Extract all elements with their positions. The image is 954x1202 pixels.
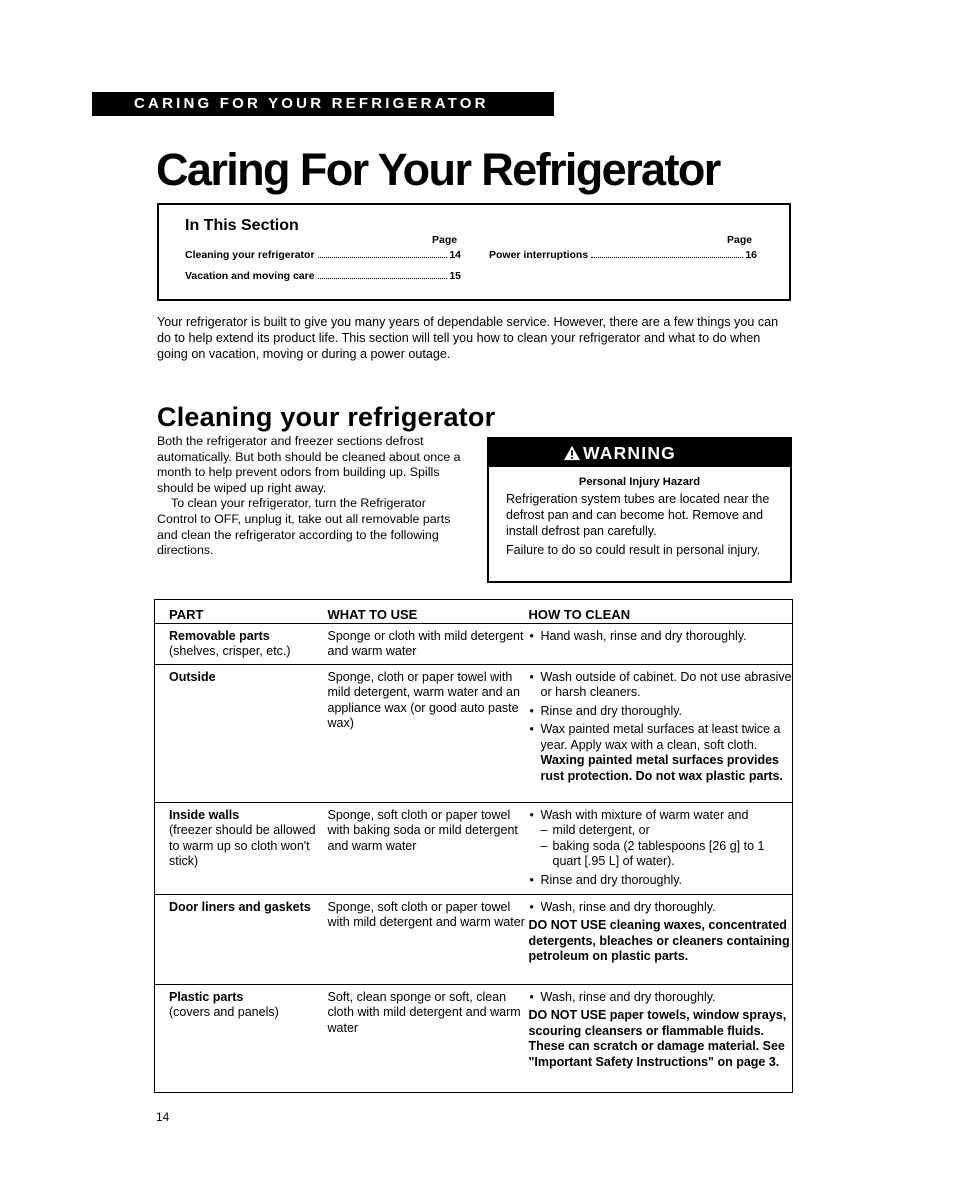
table-row bbox=[155, 802, 793, 894]
list-item bbox=[529, 722, 793, 784]
part-cell bbox=[155, 623, 328, 664]
part-name: Outside bbox=[169, 669, 216, 684]
part-name: Door liners and gaskets bbox=[169, 899, 311, 914]
part-cell bbox=[155, 984, 328, 1092]
page-title: Caring For Your Refrigerator bbox=[156, 144, 720, 195]
list-sub-item: – baking soda (2 tablespoons [26 g] to 1 quart [.95 L] of water). bbox=[529, 839, 793, 870]
list-item-text: Wax painted metal surfaces at least twice a year. Apply wax with a clean, soft cloth. bbox=[540, 722, 781, 752]
toc-entry-power[interactable] bbox=[489, 249, 757, 261]
column-header-part: PART bbox=[169, 607, 204, 622]
part-name: Removable parts bbox=[169, 628, 270, 643]
toc-leader-dots bbox=[318, 278, 448, 279]
table-row bbox=[155, 894, 793, 984]
warning-consequence: Failure to do so could result in personal injury. bbox=[506, 543, 761, 557]
page-number: 14 bbox=[156, 1110, 170, 1124]
warning-header bbox=[489, 439, 790, 467]
part-detail: (freezer should be allowed to warm up so cloth won't stick) bbox=[169, 823, 316, 868]
warning-body: Refrigeration system tubes are located near the defrost pan and can become hot. Remove and install defrost pan carefully. bbox=[506, 492, 770, 538]
what-to-use-cell: Sponge, cloth or paper towel with mild detergent, warm water and an appliance wax (or good auto paste wax) bbox=[328, 664, 529, 802]
table-row bbox=[155, 623, 793, 664]
list-item: • Wash with mixture of warm water and bbox=[529, 808, 793, 824]
toc-page-header-left: Page bbox=[432, 234, 458, 246]
intro-paragraph: Your refrigerator is built to give you many years of dependable service. However, there are a few things you can do to help extend its product life. This section will tell you how to clean your refrigerator and what to do when going on vacation, moving or during a power outage. bbox=[157, 315, 779, 361]
what-to-use-cell: Sponge, soft cloth or paper towel with baking soda or mild detergent and warm water bbox=[328, 802, 529, 894]
toc-page-header-right: Page bbox=[727, 234, 753, 246]
how-to-clean-cell bbox=[529, 802, 793, 894]
how-to-clean-cell bbox=[529, 664, 793, 802]
how-to-clean-cell bbox=[529, 984, 793, 1092]
what-to-use-cell: Sponge or cloth with mild detergent and warm water bbox=[328, 623, 529, 664]
table-header-row bbox=[155, 600, 793, 624]
caution-note: DO NOT USE cleaning waxes, concentrated detergents, bleaches or cleaners containing petroleum on plastic parts. bbox=[528, 918, 790, 963]
warning-label: WARNING bbox=[583, 443, 676, 463]
part-cell bbox=[155, 802, 328, 894]
toc-leader-dots bbox=[591, 257, 743, 258]
part-cell bbox=[155, 894, 328, 984]
part-name: Plastic parts bbox=[169, 989, 244, 1004]
warning-emphasis: Waxing painted metal surfaces provides rust protection. Do not wax plastic parts. bbox=[540, 753, 783, 783]
list-item: • Rinse and dry thoroughly. bbox=[529, 873, 793, 889]
toc-heading: In This Section bbox=[185, 217, 299, 234]
what-to-use-cell: Soft, clean sponge or soft, clean cloth with mild detergent and warm water bbox=[328, 984, 529, 1092]
warning-hazard-title: Personal Injury Hazard bbox=[578, 476, 701, 488]
section-header-bar: CARING FOR YOUR REFRIGERATOR bbox=[92, 92, 554, 116]
cleaning-para-1: Both the refrigerator and freezer sections defrost automatically. But both should be cleaned about once a month to help prevent odors from building up. Spills should be wiped up right away. bbox=[157, 434, 461, 495]
list-item: • Hand wash, rinse and dry thoroughly. bbox=[529, 629, 793, 645]
toc-entry-label: Vacation and moving care bbox=[185, 270, 315, 282]
warning-box bbox=[487, 437, 792, 583]
column-header-what-to-use: WHAT TO USE bbox=[327, 607, 418, 622]
part-cell bbox=[155, 664, 328, 802]
list-sub-item: – mild detergent, or bbox=[529, 823, 793, 839]
column-header-how-to-clean: HOW TO CLEAN bbox=[528, 607, 631, 622]
cleaning-para-2: To clean your refrigerator, turn the Refrigerator Control to OFF, unplug it, take out all removable parts and clean the refrigerator according to the following directions. bbox=[157, 496, 451, 558]
cleaning-intro bbox=[157, 434, 462, 559]
list-item: • Wash outside of cabinet. Do not use abrasive or harsh cleaners. bbox=[529, 670, 793, 701]
cleaning-heading: Cleaning your refrigerator bbox=[157, 402, 496, 432]
part-name: Inside walls bbox=[169, 807, 240, 822]
toc-entry-label: Cleaning your refrigerator bbox=[185, 249, 315, 261]
how-to-clean-cell bbox=[529, 623, 793, 664]
table-row bbox=[155, 984, 793, 1092]
toc-entry-page: 15 bbox=[449, 270, 461, 282]
in-this-section-box bbox=[157, 203, 791, 301]
part-detail: (covers and panels) bbox=[169, 1005, 279, 1019]
toc-entry-page: 16 bbox=[745, 249, 757, 261]
toc-leader-dots bbox=[318, 257, 448, 258]
warning-triangle-icon bbox=[563, 445, 581, 461]
list-item: • Wash, rinse and dry thoroughly. bbox=[529, 990, 793, 1006]
toc-entry-cleaning[interactable] bbox=[185, 249, 461, 261]
list-item: • Wash, rinse and dry thoroughly. bbox=[529, 900, 793, 916]
what-to-use-cell: Sponge, soft cloth or paper towel with mild detergent and warm water bbox=[328, 894, 529, 984]
how-to-clean-cell bbox=[529, 894, 793, 984]
table-row bbox=[155, 664, 793, 802]
part-detail: (shelves, crisper, etc.) bbox=[169, 644, 291, 658]
toc-entry-label: Power interruptions bbox=[489, 249, 589, 261]
toc-entry-page: 14 bbox=[449, 249, 461, 261]
list-item: • Rinse and dry thoroughly. bbox=[529, 704, 793, 720]
toc-entry-vacation[interactable] bbox=[185, 270, 461, 282]
caution-note: DO NOT USE paper towels, window sprays, scouring cleansers or flammable fluids. These can scratch or damage material. See "Important Safety Instructions" on page 3. bbox=[528, 1008, 787, 1069]
cleaning-table bbox=[154, 599, 793, 1093]
